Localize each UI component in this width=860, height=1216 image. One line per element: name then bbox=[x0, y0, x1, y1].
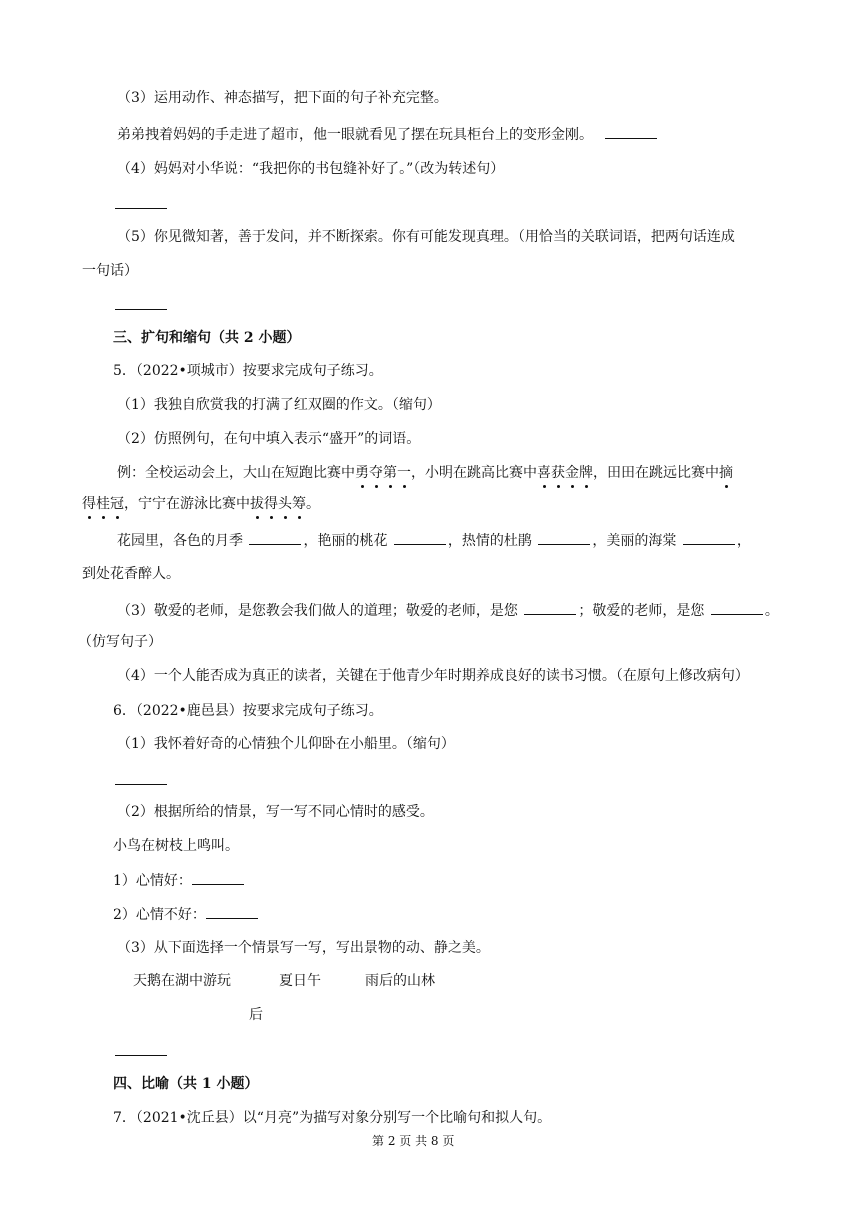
mood-bad-line bbox=[113, 904, 260, 925]
answer-blank bbox=[711, 600, 763, 615]
q5-2: （2）仿照例句，在句中填入表示“盛开”的词语。 bbox=[117, 431, 421, 447]
q4-prompt: （4）妈妈对小华说：“我把你的书包缝补好了。”（改为转述句） bbox=[117, 161, 505, 177]
garden-line1 bbox=[117, 530, 751, 551]
emphasis-char: 冠 bbox=[110, 496, 124, 512]
answer-blank bbox=[683, 530, 735, 545]
example-part4: ，宁宁在游泳比赛中 bbox=[124, 496, 250, 512]
example-part2: ，小明在跳高比赛中 bbox=[411, 465, 537, 481]
example-word2 bbox=[537, 465, 593, 481]
q7-header: 7．（2021•沈丘县）以“月亮”为描写对象分别写一个比喻句和拟人句。 bbox=[113, 1110, 552, 1126]
answer-blank bbox=[394, 530, 446, 545]
emphasis-char: 牌 bbox=[579, 465, 593, 481]
q5-3-c: 。 bbox=[764, 603, 779, 619]
q6-2: （2）根据所给的情景，写一写不同心情时的感受。 bbox=[117, 804, 434, 820]
example-line2 bbox=[82, 494, 320, 514]
scene-1: 天鹅在湖中游玩 bbox=[133, 973, 231, 989]
emphasis-char: 筹 bbox=[292, 496, 306, 512]
emphasis-char: 头 bbox=[278, 496, 292, 512]
garden-3: ，热情的杜鹃 bbox=[447, 533, 532, 549]
garden-4: ，美丽的海棠 bbox=[592, 533, 677, 549]
q3-prompt: （3）运用动作、神态描写，把下面的句子补充完整。 bbox=[117, 90, 448, 106]
q6-1: （1）我怀着好奇的心情独个儿仰卧在小船里。（缩句） bbox=[117, 736, 455, 752]
garden-6: 到处花香醉人。 bbox=[82, 566, 180, 582]
emphasis-char: 获 bbox=[551, 465, 565, 481]
answer-blank bbox=[249, 530, 301, 545]
answer-blank bbox=[115, 1041, 167, 1056]
emphasis-char: 勇 bbox=[355, 465, 369, 481]
garden-2: ，艳丽的桃花 bbox=[303, 533, 388, 549]
q3-sentence-line bbox=[117, 124, 659, 145]
answer-blank bbox=[538, 530, 590, 545]
answer-blank bbox=[605, 124, 657, 139]
bird-sentence: 小鸟在树枝上鸣叫。 bbox=[113, 838, 239, 854]
example-line1 bbox=[117, 463, 733, 483]
q5-3-a: （3）敬爱的老师，是您教会我们做人的道理；敬爱的老师，是您 bbox=[117, 603, 518, 619]
q3-sentence: 弟弟拽着妈妈的手走进了超市，他一眼就看见了摆在玩具柜台上的变形金刚。 bbox=[117, 127, 593, 143]
emphasis-char: 一 bbox=[397, 465, 411, 481]
q5-3-b: ；敬爱的老师，是您 bbox=[578, 603, 705, 619]
emphasis-char: 夺 bbox=[369, 465, 383, 481]
scene-3: 雨后的山林 bbox=[365, 973, 435, 989]
mood-bad: 2）心情不好： bbox=[113, 907, 206, 923]
emphasis-char: 桂 bbox=[96, 496, 110, 512]
garden-5: ， bbox=[736, 533, 751, 549]
q5-1: （1）我独自欣赏我的打满了红双圈的作文。（缩句） bbox=[117, 397, 441, 413]
emphasis-char: 金 bbox=[565, 465, 579, 481]
section3-title: 三、扩句和缩句（共 2 小题） bbox=[113, 330, 301, 346]
emphasis-char: 拔 bbox=[250, 496, 264, 512]
emphasis-char: 得 bbox=[82, 496, 96, 512]
answer-blank bbox=[115, 194, 167, 209]
q5-3-d: （仿写句子） bbox=[78, 634, 162, 650]
answer-blank bbox=[115, 295, 167, 310]
emphasis-char: 喜 bbox=[537, 465, 551, 481]
answer-blank bbox=[192, 870, 244, 885]
q6-header: 6．（2022•鹿邑县）按要求完成句子练习。 bbox=[113, 703, 383, 719]
section4-title: 四、比喻（共 1 小题） bbox=[113, 1076, 259, 1092]
example-end: 。 bbox=[306, 496, 320, 512]
answer-blank bbox=[524, 600, 576, 615]
garden-1: 花园里，各色的月季 bbox=[117, 533, 243, 549]
q5-4: （4）一个人能否成为真正的读者，关键在于他青少年时期养成良好的读书习惯。（在原句上修改病句） bbox=[117, 668, 749, 684]
example-word3a bbox=[719, 465, 733, 481]
example-word1 bbox=[355, 465, 411, 481]
example-word3b bbox=[82, 496, 124, 512]
answer-blank bbox=[115, 770, 167, 785]
q5-3-line1 bbox=[117, 600, 779, 621]
mood-good: 1）心情好： bbox=[113, 873, 192, 889]
example-part1: 例：全校运动会上，大山在短跑比赛中 bbox=[117, 465, 355, 481]
emphasis-char: 摘 bbox=[719, 465, 733, 481]
emphasis-char: 得 bbox=[264, 496, 278, 512]
q5-prompt-line2: 一句话） bbox=[82, 263, 138, 279]
q6-3: （3）从下面选择一个情景写一写，写出景物的动、静之美。 bbox=[117, 940, 490, 956]
scene-2: 夏日午 bbox=[279, 973, 321, 989]
q5-header: 5．（2022•项城市）按要求完成句子练习。 bbox=[113, 363, 383, 379]
example-part3: ，田田在跳远比赛中 bbox=[593, 465, 719, 481]
answer-blank bbox=[206, 904, 258, 919]
example-word4 bbox=[250, 496, 306, 512]
page-footer: 第 2 页 共 8 页 bbox=[372, 1134, 455, 1148]
mood-good-line bbox=[113, 870, 246, 891]
q5-prompt-line1: （5）你见微知著，善于发问，并不断探索。你有可能发现真理。（用恰当的关联词语，把两句话连成 bbox=[117, 229, 735, 245]
emphasis-char: 第 bbox=[383, 465, 397, 481]
scene-2-continued: 后 bbox=[249, 1007, 263, 1023]
